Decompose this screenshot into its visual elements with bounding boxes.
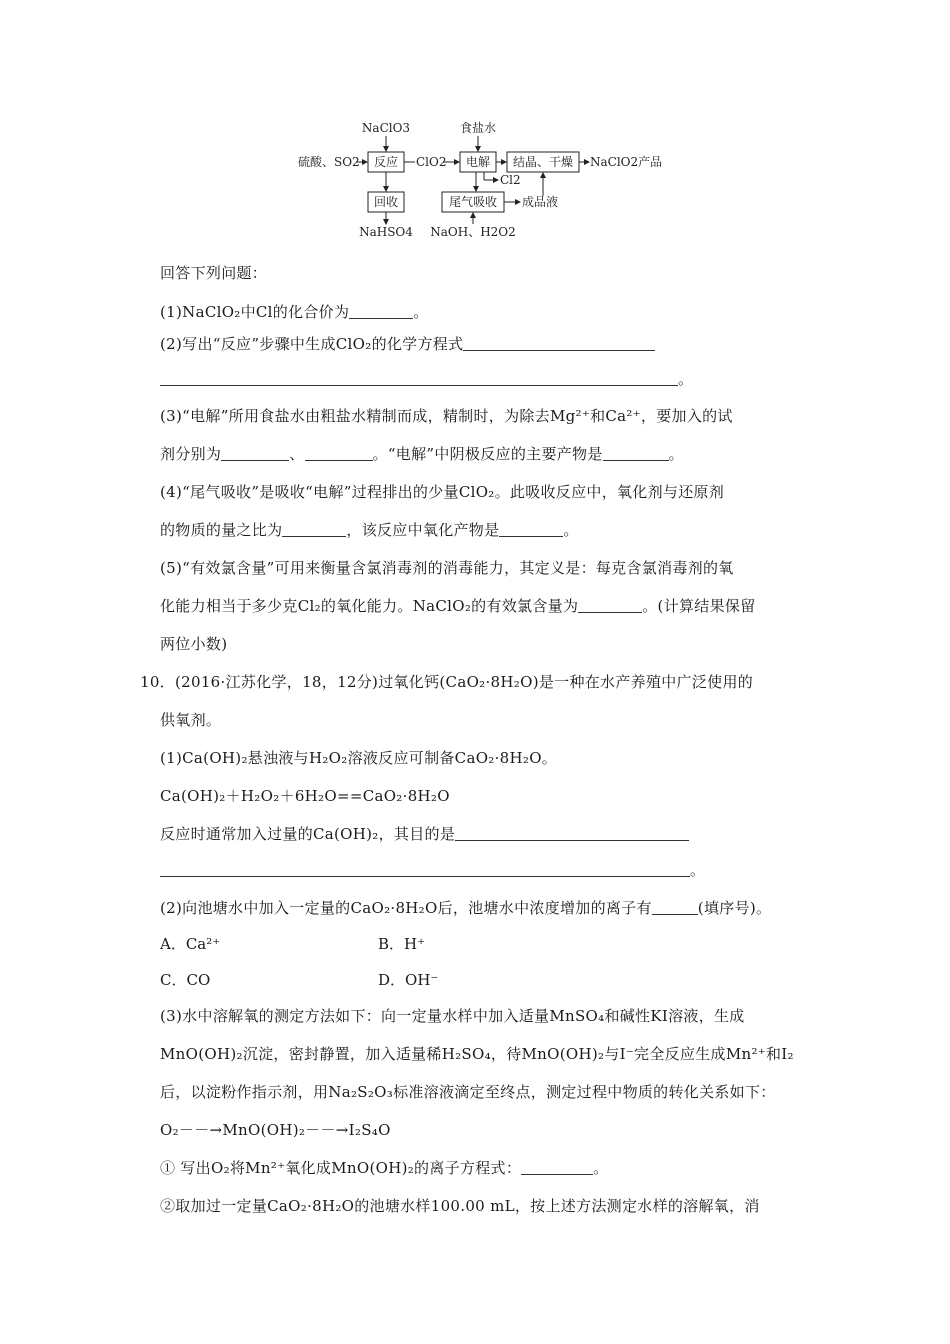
process-flow-diagram xyxy=(290,118,670,248)
question-4-line-1: (4)“尾气吸收”是吸收“电解”过程排出的少量ClO₂。此吸收反应中，氧化剂与还原剂 xyxy=(160,483,725,501)
finished-liquid-label: 成品液 xyxy=(522,195,559,209)
question-5-line-1: (5)“有效氯含量”可用来衡量含氯消毒剂的消毒能力，其定义是：每克含氯消毒剂的氧 xyxy=(160,559,734,577)
tail-absorb-label: 尾气吸收 xyxy=(448,195,498,209)
question-1: (1)NaClO₂中Cl的化合价为 。 xyxy=(160,303,429,321)
problem-10-part-1-continued: 。 xyxy=(160,860,705,880)
answer-blank[interactable] xyxy=(282,521,346,537)
crystal-dry-label: 结晶、干燥 xyxy=(512,155,574,169)
reaction-label: 反应 xyxy=(373,155,399,169)
option-b: B．H⁺ xyxy=(378,935,426,953)
question-5-line-2: 化能力相当于多少克Cl₂的氧化能力。NaClO₂的有效氯含量为 。(计算结果保留 xyxy=(160,597,756,615)
nahso4-label: NaHSO4 xyxy=(359,225,413,239)
question-5-line-3: 两位小数) xyxy=(160,635,228,653)
question-3-line-2: 剂分别为 、 。“电解”中阴极反应的主要产物是 。 xyxy=(160,445,684,463)
problem-10-equation: Ca(OH)₂＋H₂O₂＋6H₂O==CaO₂·8H₂O xyxy=(160,787,450,805)
problem-10-part-3-sub-1: ① 写出O₂将Mn²⁺氧化成MnO(OH)₂的离子方程式： 。 xyxy=(160,1159,609,1177)
acid-so2-label: 硫酸、SO2 xyxy=(298,155,360,169)
product-label: NaClO2产品 xyxy=(590,155,663,169)
naclo3-label: NaClO3 xyxy=(361,121,411,135)
brine-label: 食盐水 xyxy=(459,121,497,135)
recover-label: 回收 xyxy=(373,195,399,209)
answer-blank[interactable] xyxy=(160,370,678,386)
cl2-label: Cl2 xyxy=(500,173,521,187)
clo2-label: ClO2 xyxy=(416,155,447,169)
question-2-continued: 。 xyxy=(160,369,693,389)
option-a: A．Ca²⁺ xyxy=(160,935,221,953)
answer-blank[interactable] xyxy=(603,445,669,461)
answer-blank[interactable] xyxy=(221,445,289,461)
problem-10-part-3-line-3: 后，以淀粉作指示剂，用Na₂S₂O₃标准溶液滴定至终点，测定过程中物质的转化关系如下： xyxy=(160,1083,776,1101)
option-c: C．CO xyxy=(160,971,211,989)
problem-10-part-3-line-2: MnO(OH)₂沉淀，密封静置，加入适量稀H₂SO₄，待MnO(OH)₂与I⁻完全反应生成Mn²⁺和I₂ xyxy=(160,1045,794,1063)
problem-10-heading: 10．(2016·江苏化学，18，12分)过氧化钙(CaO₂·8H₂O)是一种在水产养殖中广泛使用的 xyxy=(140,673,754,691)
conversion-relation: O₂－－→MnO(OH)₂－－→I₂S₄O xyxy=(160,1121,391,1139)
problem-10-part-1: (1)Ca(OH)₂悬浊液与H₂O₂溶液反应可制备CaO₂·8H₂O。 xyxy=(160,749,558,767)
question-3-line-1: (3)“电解”所用食盐水由粗盐水精制而成，精制时，为除去Mg²⁺和Ca²⁺，要加入的试 xyxy=(160,407,733,425)
answer-blank[interactable] xyxy=(463,335,655,351)
answer-blank[interactable] xyxy=(160,861,690,877)
answer-prompt: 回答下列问题： xyxy=(160,264,268,282)
problem-10-part-1-question: 反应时通常加入过量的Ca(OH)₂，其目的是 xyxy=(160,824,689,844)
option-d: D．OH⁻ xyxy=(378,971,439,989)
electrolysis-label: 电解 xyxy=(465,155,491,169)
problem-10-heading-continued: 供氧剂。 xyxy=(160,711,222,729)
problem-10-part-3-sub-2: ②取加过一定量CaO₂·8H₂O的池塘水样100.00 mL，按上述方法测定水样的溶解氧，消 xyxy=(160,1197,760,1215)
answer-blank[interactable] xyxy=(499,521,563,537)
answer-blank[interactable] xyxy=(305,445,373,461)
naoh-h2o2-label: NaOH、H2O2 xyxy=(430,225,516,239)
answer-blank[interactable] xyxy=(349,303,413,319)
answer-blank[interactable] xyxy=(521,1159,593,1175)
problem-10-part-2: (2)向池塘水中加入一定量的CaO₂·8H₂O后，池塘水中浓度增加的离子有 (填序号)。 xyxy=(160,899,772,917)
question-4-line-2: 的物质的量之比为 ，该反应中氧化产物是 。 xyxy=(160,521,579,539)
answer-blank[interactable] xyxy=(578,597,642,613)
problem-10-part-3-line-1: (3)水中溶解氧的测定方法如下：向一定量水样中加入适量MnSO₄和碱性KI溶液，生成 xyxy=(160,1007,745,1025)
answer-blank[interactable] xyxy=(455,825,689,841)
flow-arrows xyxy=(356,136,589,224)
answer-blank[interactable] xyxy=(652,899,698,915)
question-2: (2)写出“反应”步骤中生成ClO₂的化学方程式 xyxy=(160,334,655,354)
